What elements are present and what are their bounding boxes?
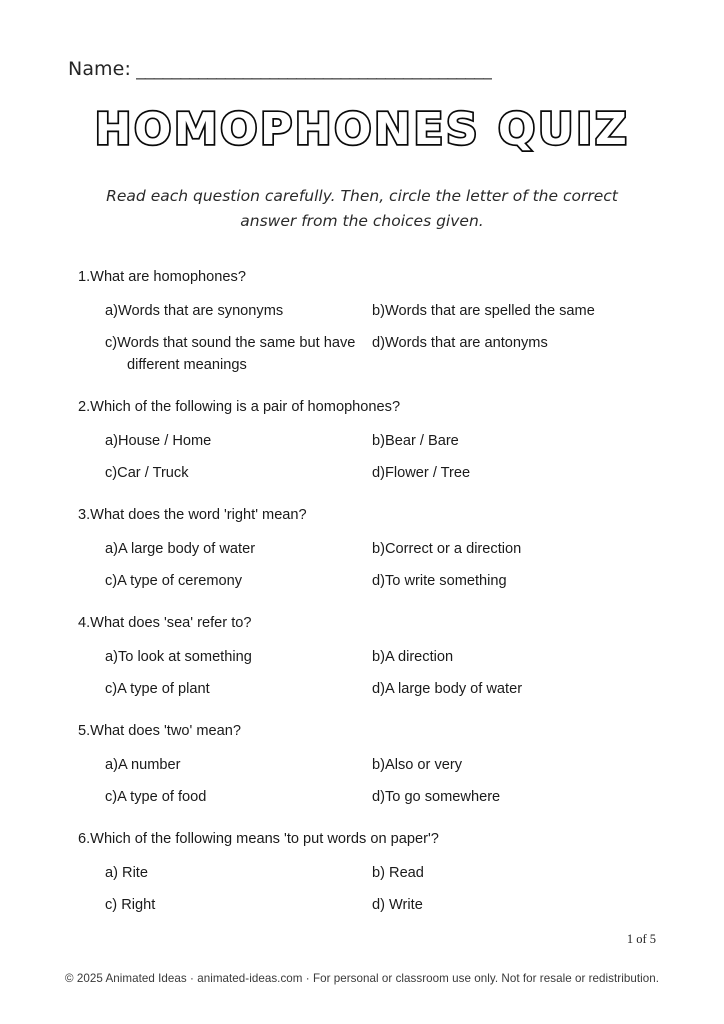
- option-d[interactable]: d)A large body of water: [372, 681, 523, 697]
- option-d[interactable]: d)Words that are antonyms: [372, 335, 548, 351]
- option-b[interactable]: b)A direction: [372, 649, 454, 665]
- option-a[interactable]: a)To look at something: [105, 649, 252, 665]
- option-c[interactable]: c)Words that sound the same but have different meanings: [105, 335, 356, 373]
- name-field-row: [68, 58, 656, 80]
- question-block: [78, 614, 654, 700]
- question-text: 1.What are homophones?: [78, 269, 246, 285]
- question-text: 5.What does 'two' mean?: [78, 723, 241, 739]
- option-d[interactable]: d)To write something: [372, 573, 507, 589]
- option-a[interactable]: a)A large body of water: [105, 541, 256, 557]
- instructions-text: Read each question carefully. Then, circle the letter of the correct answer from the choices given.: [106, 187, 618, 230]
- option-a[interactable]: a)A number: [105, 757, 181, 773]
- option-a[interactable]: a)House / Home: [105, 433, 212, 449]
- options-grid: [78, 862, 654, 916]
- page-title-container: [0, 104, 724, 158]
- option-b[interactable]: b) Read: [372, 865, 424, 881]
- options-grid: [78, 538, 654, 592]
- options-grid: [78, 754, 654, 808]
- question-text: 3.What does the word 'right' mean?: [78, 507, 307, 523]
- footer-copyright: © 2025 Animated Ideas · animated-ideas.com · For personal or classroom use only. Not for resale or redistribution.: [65, 972, 659, 985]
- option-b[interactable]: b)Bear / Bare: [372, 433, 459, 449]
- question-text: 4.What does 'sea' refer to?: [78, 615, 252, 631]
- option-c[interactable]: c)A type of ceremony: [105, 573, 243, 589]
- option-c[interactable]: c)A type of plant: [105, 681, 210, 697]
- option-d[interactable]: d)Flower / Tree: [372, 465, 471, 481]
- option-d[interactable]: d) Write: [372, 897, 423, 913]
- option-b[interactable]: b)Correct or a direction: [372, 541, 522, 557]
- question-block: [78, 268, 654, 376]
- page-number: 1 of 5: [626, 932, 656, 946]
- question-block: [78, 722, 654, 808]
- name-write-in-line[interactable]: ________________________________________: [135, 58, 492, 80]
- option-c[interactable]: c)A type of food: [105, 789, 207, 805]
- option-d[interactable]: d)To go somewhere: [372, 789, 501, 805]
- questions-list: [78, 268, 654, 916]
- options-grid: [78, 646, 654, 700]
- option-a[interactable]: a) Rite: [105, 865, 148, 881]
- option-c[interactable]: c)Car / Truck: [105, 465, 189, 481]
- option-b[interactable]: b)Words that are spelled the same: [372, 303, 595, 319]
- options-grid: [78, 300, 654, 376]
- option-c[interactable]: c) Right: [105, 897, 156, 913]
- page-title: HOMOPHONES QUIZ: [94, 104, 630, 155]
- option-b[interactable]: b)Also or very: [372, 757, 463, 773]
- question-block: [78, 830, 654, 916]
- question-block: [78, 398, 654, 484]
- name-label: Name:: [68, 58, 131, 80]
- options-grid: [78, 430, 654, 484]
- question-text: 2.Which of the following is a pair of homophones?: [78, 399, 401, 415]
- question-block: [78, 506, 654, 592]
- option-a[interactable]: a)Words that are synonyms: [105, 303, 284, 319]
- question-text: 6.Which of the following means 'to put words on paper'?: [78, 831, 439, 847]
